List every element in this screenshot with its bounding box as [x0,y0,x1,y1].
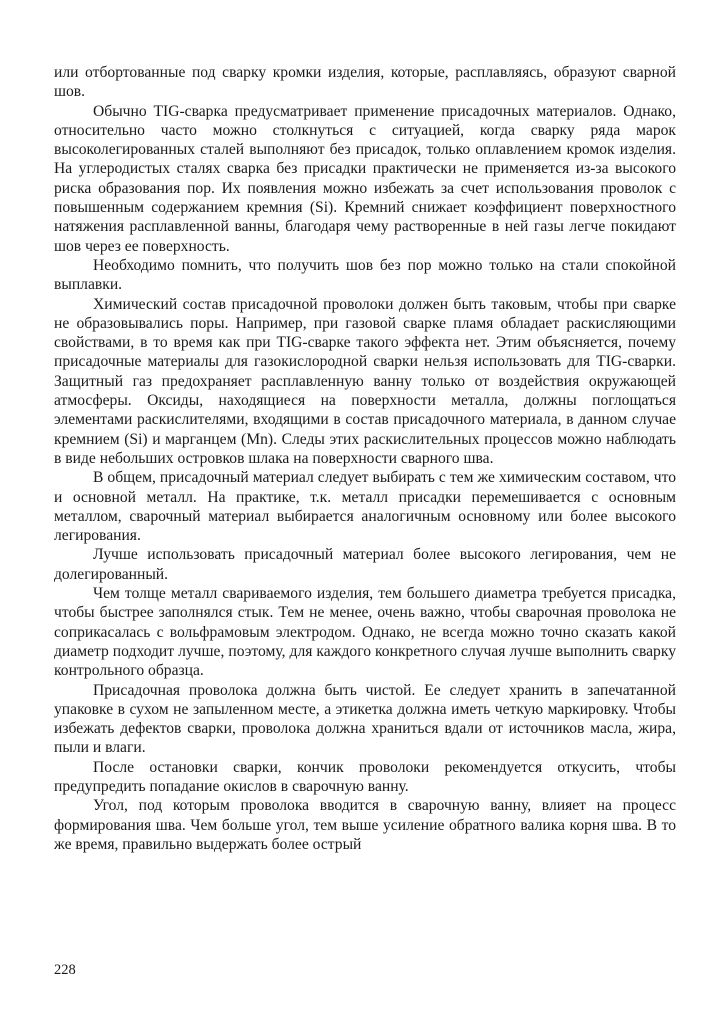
paragraph: В общем, присадочный материал следует выбирать с тем же химическим составом, что и основной металл. На практике, т.к. металл присадки перемешивается с основным металлом, сварочный материал выбирается аналогичным основному или более высокого легирования. [54,469,676,545]
page-number: 228 [54,962,76,978]
paragraph: Присадочная проволока должна быть чистой. Ее следует хранить в запечатанной упаковке в сухом не запыленном месте, а этикетка должна иметь четкую маркировку. Чтобы избежать дефектов сварки, проволока должна храниться вдали от источников масла, жира, пыли и влаги. [54,681,676,757]
paragraph: Чем толще металл свариваемого изделия, тем большего диаметра требуется присадка, чтобы быстрее заполнялся стык. Тем не менее, очень важно, чтобы сварочная проволока не соприкасалась с вольфрамовым электродом. Однако, не всегда можно точно сказать какой диаметр подходит лучше, поэтому, для каждого конкретного случая лучше выполнить сварку контрольного образца. [54,585,676,680]
paragraph: После остановки сварки, кончик проволоки рекомендуется откусить, чтобы предупредить попадание окислов в сварочную ванну. [54,758,676,795]
paragraph: Химический состав присадочной проволоки должен быть таковым, чтобы при сварке не образовывались поры. Например, при газовой сварке пламя обладает раскисляющими свойствами, в то время как при TIG-сварке такого эффекта нет. Этим объясняется, почему присадочные материалы для газокислородной сварки нельзя использовать для TIG-сварки. Защитный газ предохраняет расплавленную ванну только от воздействия окружающей атмосферы. Оксиды, находящиеся на поверхности металла, должны поглощаться элементами раскислителями, входящими в состав присадочного материала, в данном случае кремнием (Si) и марганцем (Mn). Следы этих раскислительных процессов можно наблюдать в виде небольших островков шлака на поверхности сварного шва. [54,295,676,467]
paragraph: Необходимо помнить, что получить шов без пор можно только на стали спокойной выплавки. [54,256,676,294]
page-body [54,63,676,854]
paragraph-last: Угол, под которым проволока вводится в сварочную ванну, влияет на процесс формирования шва. Чем больше угол, тем выше усиление обратного валика корня шва. В то же время, правильно выдержать более острый [54,797,676,853]
paragraph: Лучше использовать присадочный материал более высокого легирования, чем не долегированный. [54,546,676,583]
paragraph: Обычно TIG-сварка предусматривает применение присадочных материалов. Однако, относительно часто можно столкнуться с ситуацией, когда сварку ряда марок высоколегированных сталей выполняют без присадок, только оплавлением кромок изделия. На углеродистых сталях сварка без присадки практически не применяется из-за высокого риска образования пор. Их появления можно избежать за счет использования проволок с повышенным содержанием кремния (Si). Кремний снижает коэффициент поверхностного натяжения расплавленной ванны, благодаря чему растворенные в ней газы легче покидают шов через ее поверхность. [54,102,676,255]
paragraph: или отбортованные под сварку кромки изделия, которые, расплавляясь, образуют сварной шов. [54,64,676,101]
